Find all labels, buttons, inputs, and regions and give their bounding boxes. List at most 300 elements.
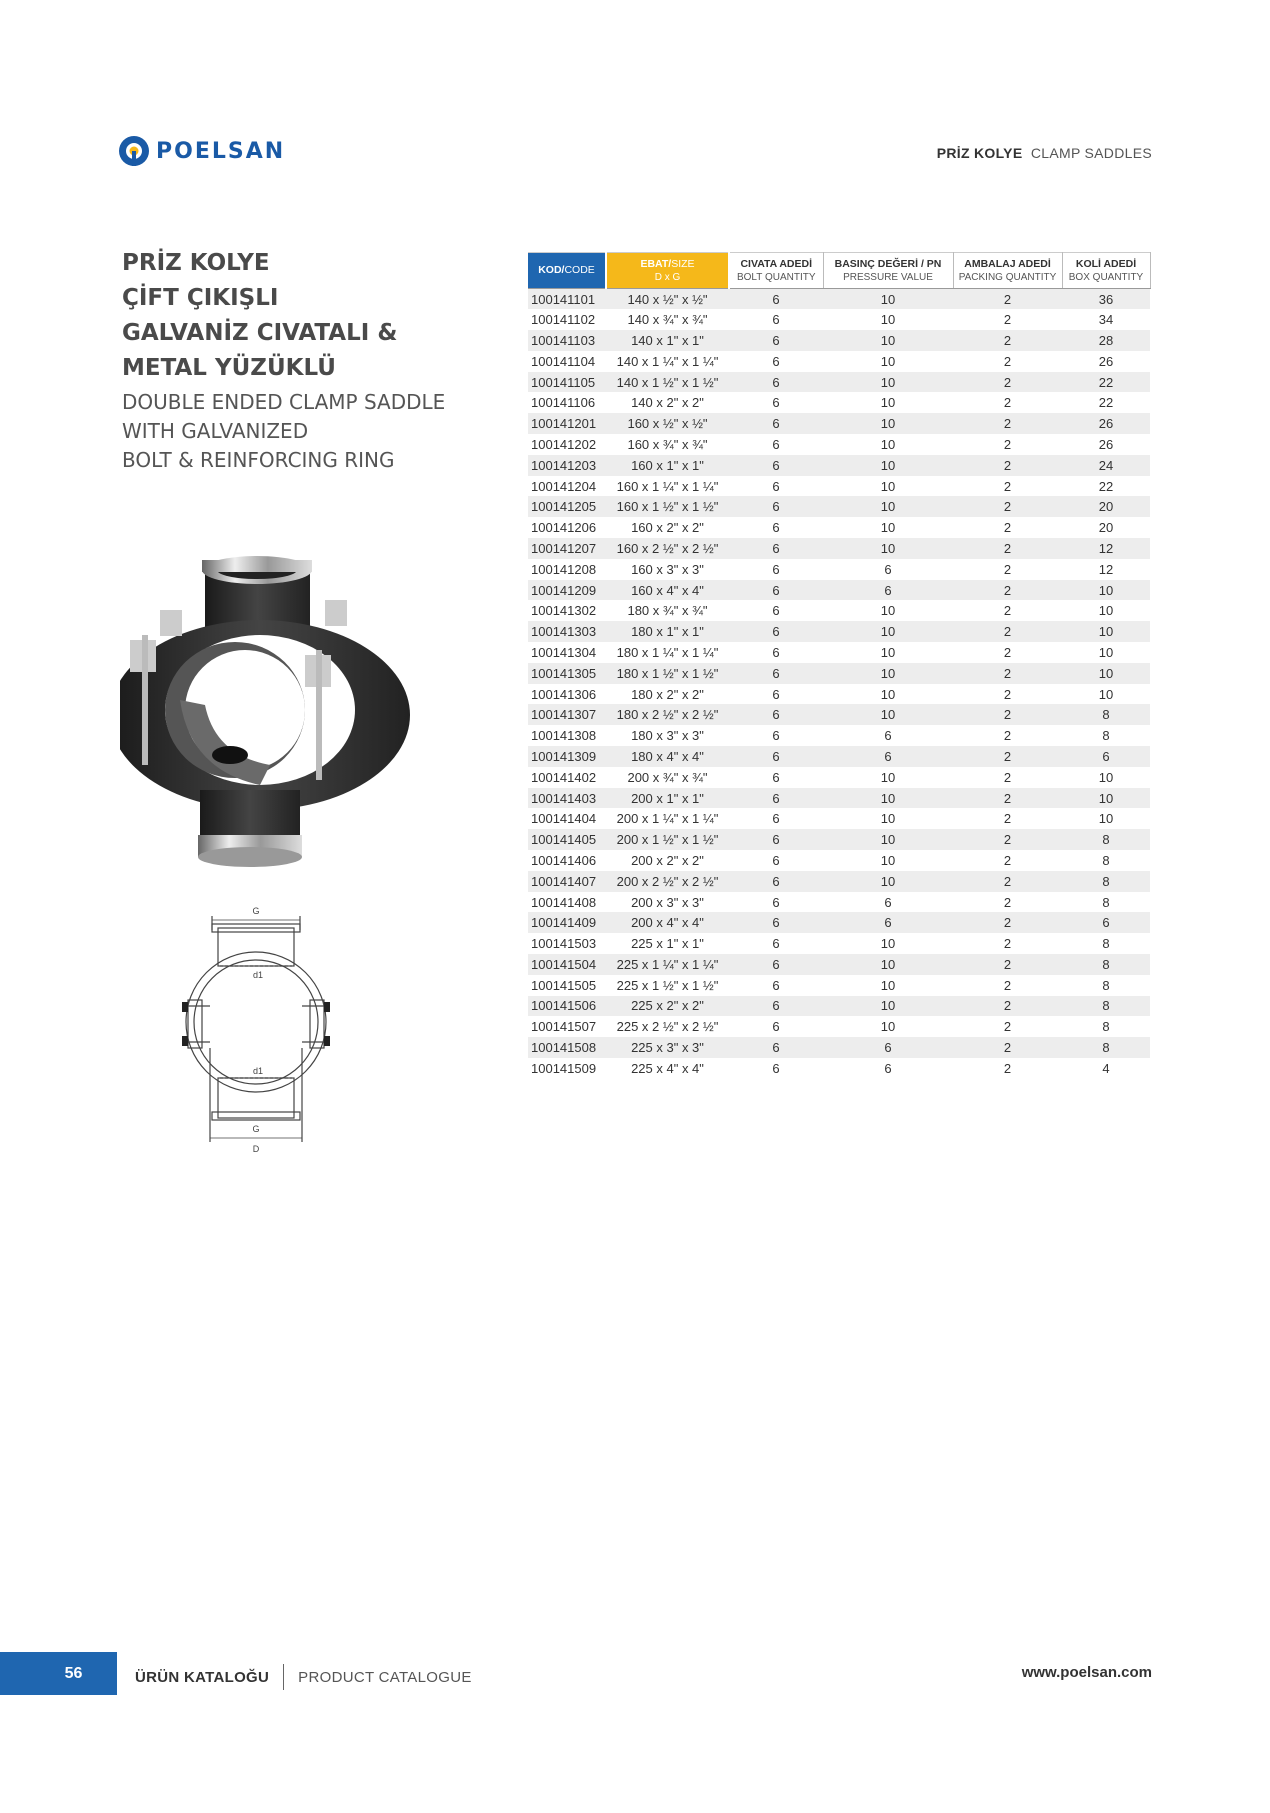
table-row xyxy=(528,663,1150,684)
table-row xyxy=(528,476,1150,497)
table-cell: 2 xyxy=(953,372,1062,393)
table-cell: 10 xyxy=(880,811,896,827)
diagram-label-d1: d1 xyxy=(252,970,264,980)
table-cell: 6 xyxy=(884,894,892,910)
website-link[interactable]: www.poelsan.com xyxy=(1021,1664,1152,1681)
table-cell: 200 x 2 ½" x 2 ½" xyxy=(606,871,729,892)
table-cell: 100141504 xyxy=(528,954,606,975)
table-cell: 10 xyxy=(880,1019,896,1035)
table-cell: 6 xyxy=(772,644,780,660)
table-cell: 12 xyxy=(1098,561,1114,577)
table-cell: 22 xyxy=(1098,478,1114,494)
table-cell: 2 xyxy=(1003,478,1012,494)
col-header-size: EBAT/SIZE D x G xyxy=(606,253,729,289)
page-number: 56 xyxy=(0,1652,117,1695)
table-cell: 6 xyxy=(884,728,892,744)
table-cell: 6 xyxy=(729,330,823,351)
table-cell: 6 xyxy=(1062,912,1150,933)
title-tr-line: GALVANİZ CIVATALI & xyxy=(122,320,398,346)
table-row xyxy=(528,559,1150,580)
table-row xyxy=(528,642,1150,663)
table-cell: 20 xyxy=(1098,520,1114,536)
table-cell: 6 xyxy=(772,353,780,369)
table-cell: 22 xyxy=(1062,372,1150,393)
table-cell: 24 xyxy=(1062,455,1150,476)
table-cell: 100141209 xyxy=(528,580,606,601)
table-cell: 2 xyxy=(953,996,1062,1017)
table-cell: 100141402 xyxy=(531,769,597,785)
table-row xyxy=(528,538,1150,559)
table-cell: 100141403 xyxy=(528,788,606,809)
table-row xyxy=(528,788,1150,809)
table-cell: 180 x 4" x 4" xyxy=(606,746,729,767)
table-cell: 6 xyxy=(729,455,823,476)
table-cell: 160 x 3" x 3" xyxy=(631,561,704,577)
brand-name: POELSAN xyxy=(156,138,286,164)
table-cell: 8 xyxy=(1102,852,1110,868)
table-cell: 160 x 1 ½" x 1 ½" xyxy=(606,496,729,517)
table-cell: 2 xyxy=(1003,1019,1012,1035)
table-cell: 225 x 1 ¼" x 1 ¼" xyxy=(606,954,729,975)
table-cell: 6 xyxy=(729,663,823,684)
table-cell: 2 xyxy=(953,496,1062,517)
table-cell: 2 xyxy=(1003,436,1012,452)
table-cell: 6 xyxy=(772,603,780,619)
table-cell: 10 xyxy=(880,478,896,494)
table-cell: 160 x 4" x 4" xyxy=(606,580,729,601)
table-cell: 6 xyxy=(772,395,780,411)
table-cell: 8 xyxy=(1102,728,1110,744)
poelsan-logo-icon xyxy=(118,135,150,167)
table-cell: 2 xyxy=(953,413,1062,434)
table-cell: 100141506 xyxy=(528,996,606,1017)
table-cell: 6 xyxy=(729,871,823,892)
table-cell: 10 xyxy=(823,330,953,351)
table-cell: 2 xyxy=(953,330,1062,351)
table-body xyxy=(528,289,1150,1079)
table-cell: 6 xyxy=(729,289,823,310)
table-row xyxy=(528,1037,1150,1058)
table-cell: 2 xyxy=(1003,686,1012,702)
table-row xyxy=(528,746,1150,767)
table-cell: 225 x 1" x 1" xyxy=(631,936,704,952)
table-cell: 10 xyxy=(823,621,953,642)
title-tr-line: PRİZ KOLYE xyxy=(122,250,270,276)
table-cell: 6 xyxy=(772,478,780,494)
table-cell: 8 xyxy=(1102,936,1110,952)
table-cell: 100141206 xyxy=(531,520,597,536)
footer-divider xyxy=(283,1664,284,1690)
table-cell: 200 x 3" x 3" xyxy=(631,894,704,910)
table-cell: 2 xyxy=(1003,894,1012,910)
table-cell: 6 xyxy=(772,936,780,952)
table-cell: 10 xyxy=(823,663,953,684)
col-header-box: KOLİ ADEDİ BOX QUANTITY xyxy=(1062,253,1150,289)
table-cell: 180 x 1" x 1" xyxy=(606,621,729,642)
table-row xyxy=(528,975,1150,996)
table-cell: 8 xyxy=(1062,871,1150,892)
table-cell: 10 xyxy=(880,686,896,702)
table-cell: 180 x 1 ½" x 1 ½" xyxy=(606,663,729,684)
table-cell: 140 x ½" x ½" xyxy=(606,289,729,310)
title-en-line: BOLT & REINFORCING RING xyxy=(122,448,395,472)
table-cell: 10 xyxy=(1098,644,1114,660)
table-cell: 6 xyxy=(729,746,823,767)
table-cell: 10 xyxy=(823,455,953,476)
footer-catalogue xyxy=(135,1664,472,1690)
table-cell: 8 xyxy=(1102,977,1110,993)
table-cell: 200 x 4" x 4" xyxy=(606,912,729,933)
table-row xyxy=(528,684,1150,705)
table-cell: 100141309 xyxy=(528,746,606,767)
table-cell: 160 x 1 ¼" x 1 ¼" xyxy=(616,478,719,494)
table-cell: 140 x 1 ½" x 1 ½" xyxy=(606,372,729,393)
table-cell: 6 xyxy=(729,538,823,559)
table-cell: 6 xyxy=(729,580,823,601)
table-cell: 10 xyxy=(880,852,896,868)
table-cell: 6 xyxy=(772,811,780,827)
table-row xyxy=(528,1016,1150,1037)
table-cell: 180 x ¾" x ¾" xyxy=(627,603,708,619)
table-cell: 8 xyxy=(1062,704,1150,725)
table-cell: 28 xyxy=(1062,330,1150,351)
table-cell: 10 xyxy=(880,644,896,660)
table-cell: 100141101 xyxy=(528,289,606,310)
title-en-line: DOUBLE ENDED CLAMP SADDLE xyxy=(122,390,446,414)
table-row xyxy=(528,704,1150,725)
table-cell: 10 xyxy=(823,954,953,975)
table-cell: 10 xyxy=(880,395,896,411)
table-cell: 6 xyxy=(772,728,780,744)
table-cell: 2 xyxy=(1003,977,1012,993)
table-cell: 160 x ¾" x ¾" xyxy=(627,436,708,452)
table-cell: 100141208 xyxy=(531,561,597,577)
table-cell: 225 x 1 ½" x 1 ½" xyxy=(616,977,719,993)
table-cell: 100141202 xyxy=(531,436,597,452)
table-cell: 10 xyxy=(823,871,953,892)
table-cell: 6 xyxy=(729,621,823,642)
catalogue-tr: ÜRÜN KATALOĞU xyxy=(135,1668,270,1686)
table-header-row xyxy=(528,253,1150,289)
table-cell: 6 xyxy=(772,894,780,910)
table-cell: 6 xyxy=(772,312,780,328)
table-cell: 225 x 2 ½" x 2 ½" xyxy=(616,1019,719,1035)
table-cell: 180 x 2" x 2" xyxy=(631,686,704,702)
table-cell: 6 xyxy=(772,1019,780,1035)
table-cell: 10 xyxy=(1062,788,1150,809)
table-cell: 160 x ½" x ½" xyxy=(606,413,729,434)
table-cell: 10 xyxy=(880,977,896,993)
table-cell: 2 xyxy=(1003,769,1012,785)
table-cell: 100141205 xyxy=(528,496,606,517)
table-row xyxy=(528,600,1150,621)
table-cell: 6 xyxy=(729,996,823,1017)
table-cell: 10 xyxy=(1062,621,1150,642)
table-cell: 10 xyxy=(823,496,953,517)
table-cell: 100141408 xyxy=(531,894,597,910)
table-cell: 2 xyxy=(1003,644,1012,660)
table-cell: 8 xyxy=(1062,996,1150,1017)
table-row xyxy=(528,330,1150,351)
table-cell: 10 xyxy=(823,788,953,809)
category-tr: PRİZ KOLYE xyxy=(936,145,1023,161)
table-row xyxy=(528,413,1150,434)
table-row xyxy=(528,871,1150,892)
table-cell: 100141505 xyxy=(531,977,597,993)
table-row xyxy=(528,829,1150,850)
table-cell: 6 xyxy=(772,436,780,452)
table-cell: 100141306 xyxy=(531,686,597,702)
table-cell: 2 xyxy=(953,871,1062,892)
table-cell: 200 x 2" x 2" xyxy=(631,852,704,868)
table-cell: 6 xyxy=(823,580,953,601)
table-cell: 22 xyxy=(1098,395,1114,411)
brand-logo xyxy=(118,135,285,167)
table-cell: 2 xyxy=(1003,936,1012,952)
table-cell: 100141308 xyxy=(531,728,597,744)
title-en-line: WITH GALVANIZED xyxy=(122,419,309,443)
table-cell: 8 xyxy=(1102,1019,1110,1035)
table-row xyxy=(528,767,1150,788)
table-cell: 180 x 2 ½" x 2 ½" xyxy=(606,704,729,725)
table-cell: 6 xyxy=(729,496,823,517)
table-cell: 100141203 xyxy=(528,455,606,476)
table-cell: 2 xyxy=(1003,728,1012,744)
table-row xyxy=(528,954,1150,975)
table-cell: 100141406 xyxy=(531,852,597,868)
table-row xyxy=(528,517,1150,538)
table-row xyxy=(528,912,1150,933)
table-cell: 2 xyxy=(953,580,1062,601)
table-cell: 2 xyxy=(1003,520,1012,536)
table-cell: 2 xyxy=(953,663,1062,684)
col-header-packing: AMBALAJ ADEDİ PACKING QUANTITY xyxy=(953,253,1062,289)
table-cell: 36 xyxy=(1062,289,1150,310)
col-header-pressure: BASINÇ DEĞERİ / PN PRESSURE VALUE xyxy=(823,253,953,289)
table-row xyxy=(528,434,1150,455)
table-cell: 100141307 xyxy=(528,704,606,725)
table-cell: 100141508 xyxy=(528,1037,606,1058)
table-cell: 140 x ¾" x ¾" xyxy=(627,312,708,328)
col-header-code: KOD/CODE xyxy=(528,253,606,289)
technical-drawing xyxy=(182,898,352,1156)
table-cell: 200 x 1" x 1" xyxy=(606,788,729,809)
table-cell: 6 xyxy=(772,769,780,785)
table-row xyxy=(528,392,1150,413)
table-cell: 2 xyxy=(953,455,1062,476)
table-cell: 10 xyxy=(880,936,896,952)
table-cell: 100141304 xyxy=(531,644,597,660)
diagram-label-d1-bottom: d1 xyxy=(252,1066,264,1076)
table-cell: 100141106 xyxy=(531,395,596,411)
table-cell: 2 xyxy=(953,289,1062,310)
table-cell: 160 x 2 ½" x 2 ½" xyxy=(606,538,729,559)
table-cell: 160 x 1" x 1" xyxy=(606,455,729,476)
diagram-label-g-bottom: G xyxy=(252,1124,260,1134)
category-en: CLAMP SADDLES xyxy=(1030,145,1152,161)
diagram-label-d: D xyxy=(252,1144,260,1154)
table-cell: 100141102 xyxy=(531,312,596,328)
table-cell: 6 xyxy=(884,1060,892,1076)
table-cell: 100141204 xyxy=(531,478,597,494)
table-cell: 10 xyxy=(823,538,953,559)
table-cell: 10 xyxy=(1098,603,1114,619)
table-cell: 6 xyxy=(729,829,823,850)
table-cell: 100141302 xyxy=(531,603,597,619)
table-cell: 6 xyxy=(1062,746,1150,767)
table-cell: 6 xyxy=(729,704,823,725)
table-cell: 6 xyxy=(772,977,780,993)
table-cell: 2 xyxy=(953,704,1062,725)
table-cell: 20 xyxy=(1062,496,1150,517)
table-cell: 100141507 xyxy=(531,1019,597,1035)
table-cell: 10 xyxy=(1098,811,1114,827)
table-row xyxy=(528,496,1150,517)
table-cell: 6 xyxy=(772,852,780,868)
table-cell: 6 xyxy=(772,1060,780,1076)
table-cell: 140 x 2" x 2" xyxy=(631,395,704,411)
table-cell: 100141104 xyxy=(531,353,596,369)
table-cell: 2 xyxy=(953,621,1062,642)
table-row xyxy=(528,850,1150,871)
table-row xyxy=(528,351,1150,372)
table-cell: 10 xyxy=(823,829,953,850)
catalogue-en: PRODUCT CATALOGUE xyxy=(298,1668,472,1686)
table-row xyxy=(528,1058,1150,1079)
table-cell: 200 x 1 ½" x 1 ½" xyxy=(606,829,729,850)
table-cell: 10 xyxy=(823,704,953,725)
table-row xyxy=(528,289,1150,310)
table-cell: 10 xyxy=(1062,663,1150,684)
table-cell: 180 x 3" x 3" xyxy=(631,728,704,744)
table-cell: 100141103 xyxy=(528,330,606,351)
table-cell: 2 xyxy=(1003,1060,1012,1076)
table-cell: 6 xyxy=(823,912,953,933)
table-cell: 10 xyxy=(823,372,953,393)
table-cell: 180 x 1 ¼" x 1 ¼" xyxy=(616,644,719,660)
table-cell: 2 xyxy=(953,954,1062,975)
table-cell: 8 xyxy=(1062,1037,1150,1058)
table-cell: 10 xyxy=(1062,580,1150,601)
table-cell: 8 xyxy=(1102,894,1110,910)
table-cell: 10 xyxy=(880,603,896,619)
table-cell: 26 xyxy=(1098,353,1114,369)
table-cell: 100141404 xyxy=(531,811,597,827)
table-cell: 6 xyxy=(729,1037,823,1058)
table-cell: 225 x 2" x 2" xyxy=(606,996,729,1017)
table-cell: 6 xyxy=(729,413,823,434)
product-photo xyxy=(120,540,520,880)
section-header xyxy=(937,145,1152,161)
table-cell: 4 xyxy=(1102,1060,1110,1076)
table-cell: 6 xyxy=(729,954,823,975)
table-cell: 10 xyxy=(880,353,896,369)
table-row xyxy=(528,455,1150,476)
table-cell: 6 xyxy=(772,686,780,702)
title-tr-line: METAL YÜZÜKLÜ xyxy=(122,355,336,381)
table-cell: 6 xyxy=(729,372,823,393)
table-cell: 2 xyxy=(1003,353,1012,369)
table-row xyxy=(528,933,1150,954)
table-cell: 2 xyxy=(1003,312,1012,328)
title-tr-line: ÇİFT ÇIKIŞLI xyxy=(122,285,279,311)
table-cell: 6 xyxy=(729,912,823,933)
table-cell: 225 x 3" x 3" xyxy=(606,1037,729,1058)
table-cell: 100141409 xyxy=(528,912,606,933)
table-cell: 100141201 xyxy=(528,413,606,434)
table-cell: 2 xyxy=(1003,395,1012,411)
table-row xyxy=(528,580,1150,601)
table-cell: 2 xyxy=(953,746,1062,767)
table-cell: 2 xyxy=(1003,603,1012,619)
table-cell: 2 xyxy=(1003,561,1012,577)
table-cell: 6 xyxy=(729,788,823,809)
table-cell: 10 xyxy=(880,520,896,536)
table-cell: 6 xyxy=(772,520,780,536)
table-cell: 10 xyxy=(1098,686,1114,702)
table-cell: 26 xyxy=(1062,413,1150,434)
table-cell: 140 x 1" x 1" xyxy=(606,330,729,351)
table-row xyxy=(528,372,1150,393)
table-row xyxy=(528,808,1150,829)
table-cell: 2 xyxy=(953,1037,1062,1058)
table-cell: 26 xyxy=(1098,436,1114,452)
table-cell: 6 xyxy=(823,1037,953,1058)
table-row xyxy=(528,892,1150,913)
table-row xyxy=(528,309,1150,330)
table-cell: 160 x 2" x 2" xyxy=(631,520,704,536)
table-cell: 2 xyxy=(953,788,1062,809)
product-title xyxy=(122,246,522,475)
table-cell: 100141305 xyxy=(528,663,606,684)
table-cell: 200 x 1 ¼" x 1 ¼" xyxy=(616,811,719,827)
table-cell: 10 xyxy=(880,312,896,328)
table-cell: 2 xyxy=(953,538,1062,559)
table-cell: 2 xyxy=(1003,852,1012,868)
diagram-label-g: G xyxy=(252,906,260,916)
table-cell: 6 xyxy=(884,561,892,577)
table-cell: 200 x ¾" x ¾" xyxy=(627,769,708,785)
table-row xyxy=(528,996,1150,1017)
table-cell: 8 xyxy=(1062,954,1150,975)
table-cell: 2 xyxy=(953,912,1062,933)
table-cell: 10 xyxy=(880,769,896,785)
table-cell: 2 xyxy=(953,829,1062,850)
table-cell: 140 x 1 ¼" x 1 ¼" xyxy=(616,353,719,369)
table-cell: 6 xyxy=(823,746,953,767)
table-cell: 100141509 xyxy=(531,1060,597,1076)
table-cell: 100141207 xyxy=(528,538,606,559)
table-cell: 6 xyxy=(772,561,780,577)
table-row xyxy=(528,621,1150,642)
table-cell: 10 xyxy=(823,289,953,310)
table-cell: 12 xyxy=(1062,538,1150,559)
table-cell: 100141503 xyxy=(531,936,597,952)
table-cell: 10 xyxy=(880,436,896,452)
col-header-bolt: CIVATA ADEDİ BOLT QUANTITY xyxy=(729,253,823,289)
table-cell: 10 xyxy=(1098,769,1114,785)
table-cell: 10 xyxy=(823,413,953,434)
table-cell: 34 xyxy=(1098,312,1114,328)
table-cell: 100141407 xyxy=(528,871,606,892)
table-cell: 225 x 4" x 4" xyxy=(631,1060,704,1076)
table-cell: 8 xyxy=(1062,829,1150,850)
table-row xyxy=(528,725,1150,746)
table-cell: 100141303 xyxy=(528,621,606,642)
table-cell: 100141105 xyxy=(528,372,606,393)
table-cell: 2 xyxy=(1003,811,1012,827)
table-cell: 10 xyxy=(823,996,953,1017)
